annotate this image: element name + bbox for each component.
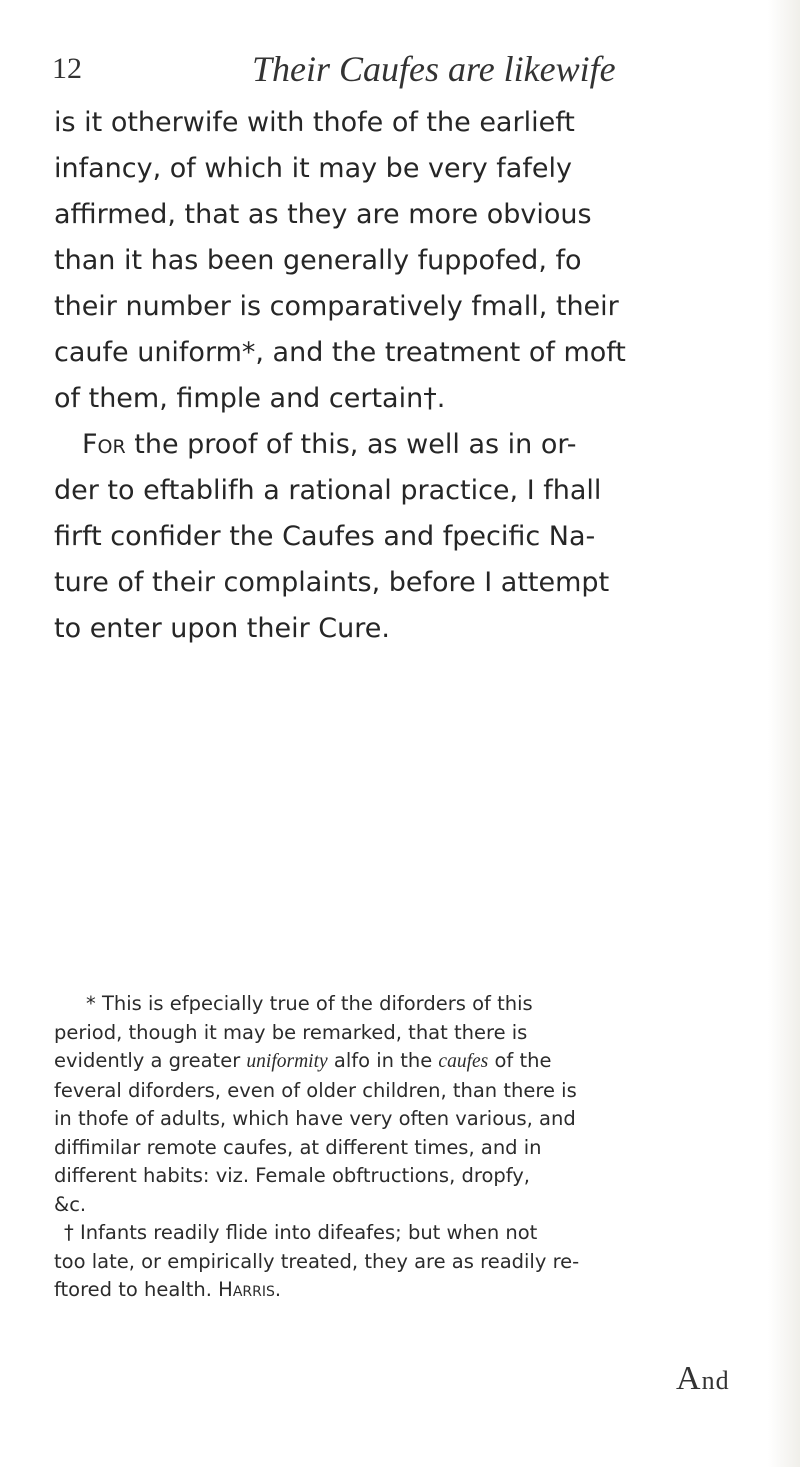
paragraph-start-line [54,422,754,468]
text-fragment: ftored to health. [54,1278,219,1301]
text-line: der to eftablifh a rational practice, I fhall [54,475,602,506]
footnote-line [54,1047,754,1077]
footnote-line [54,1276,754,1305]
text-fragment: the proof of this, as well as in or- [125,429,577,460]
footnote-line: feveral diforders, even of older children, than there is [54,1078,577,1102]
footnote-line: † Infants readily flide into difeafes; but when not [64,1221,538,1244]
text-line: infancy, of which it may be very fafely [54,153,572,184]
text-line: their number is comparatively fmall, their [54,291,619,322]
catchword-initial: A [676,1360,702,1397]
italic-term: caufes [438,1051,489,1072]
page-header [52,44,742,94]
footnote-line: &c. [54,1192,87,1216]
text-line: than it has been generally fuppofed, fo [54,245,582,276]
footnote-line: * This is efpecially true of the diforders of this [86,992,533,1015]
italic-term: uniformity [246,1051,328,1072]
text-fragment: evidently a greater [54,1049,247,1072]
main-text [54,100,754,652]
text-fragment: of the [488,1049,552,1072]
footnote-line: different habits: viz. Female obftructions, dropfy, [54,1164,531,1187]
footnote-line: in thofe of adults, which have very often various, and [54,1107,576,1130]
footnote-line: diffimilar remote caufes, at different times, and in [54,1135,542,1159]
running-title: Their Caufes are likewife [252,49,616,89]
text-line: caufe uniform*, and the treatment of moft [54,337,626,368]
footnote-line: too late, or empirically treated, they are as readily re- [54,1249,580,1273]
footnotes [54,990,754,1305]
footnote-line: period, though it may be remarked, that there is [54,1020,528,1044]
text-line: firft confider the Caufes and fpecific Na- [54,521,596,552]
text-line: to enter upon their Cure. [54,613,390,644]
text-line: affirmed, that as they are more obvious [54,199,592,230]
catchword-rest: nd [701,1366,730,1395]
text-fragment: alfo in the [327,1049,439,1072]
text-line: of them, fimple and certain†. [54,383,446,414]
paragraph-initial-word: For [82,429,126,460]
catchword [676,1360,730,1398]
footnote-author: Harris. [218,1278,282,1301]
text-line: is it otherwife with thofe of the earlieft [54,107,575,138]
page-number: 12 [52,52,82,85]
text-line: ture of their complaints, before I attempt [54,567,610,598]
